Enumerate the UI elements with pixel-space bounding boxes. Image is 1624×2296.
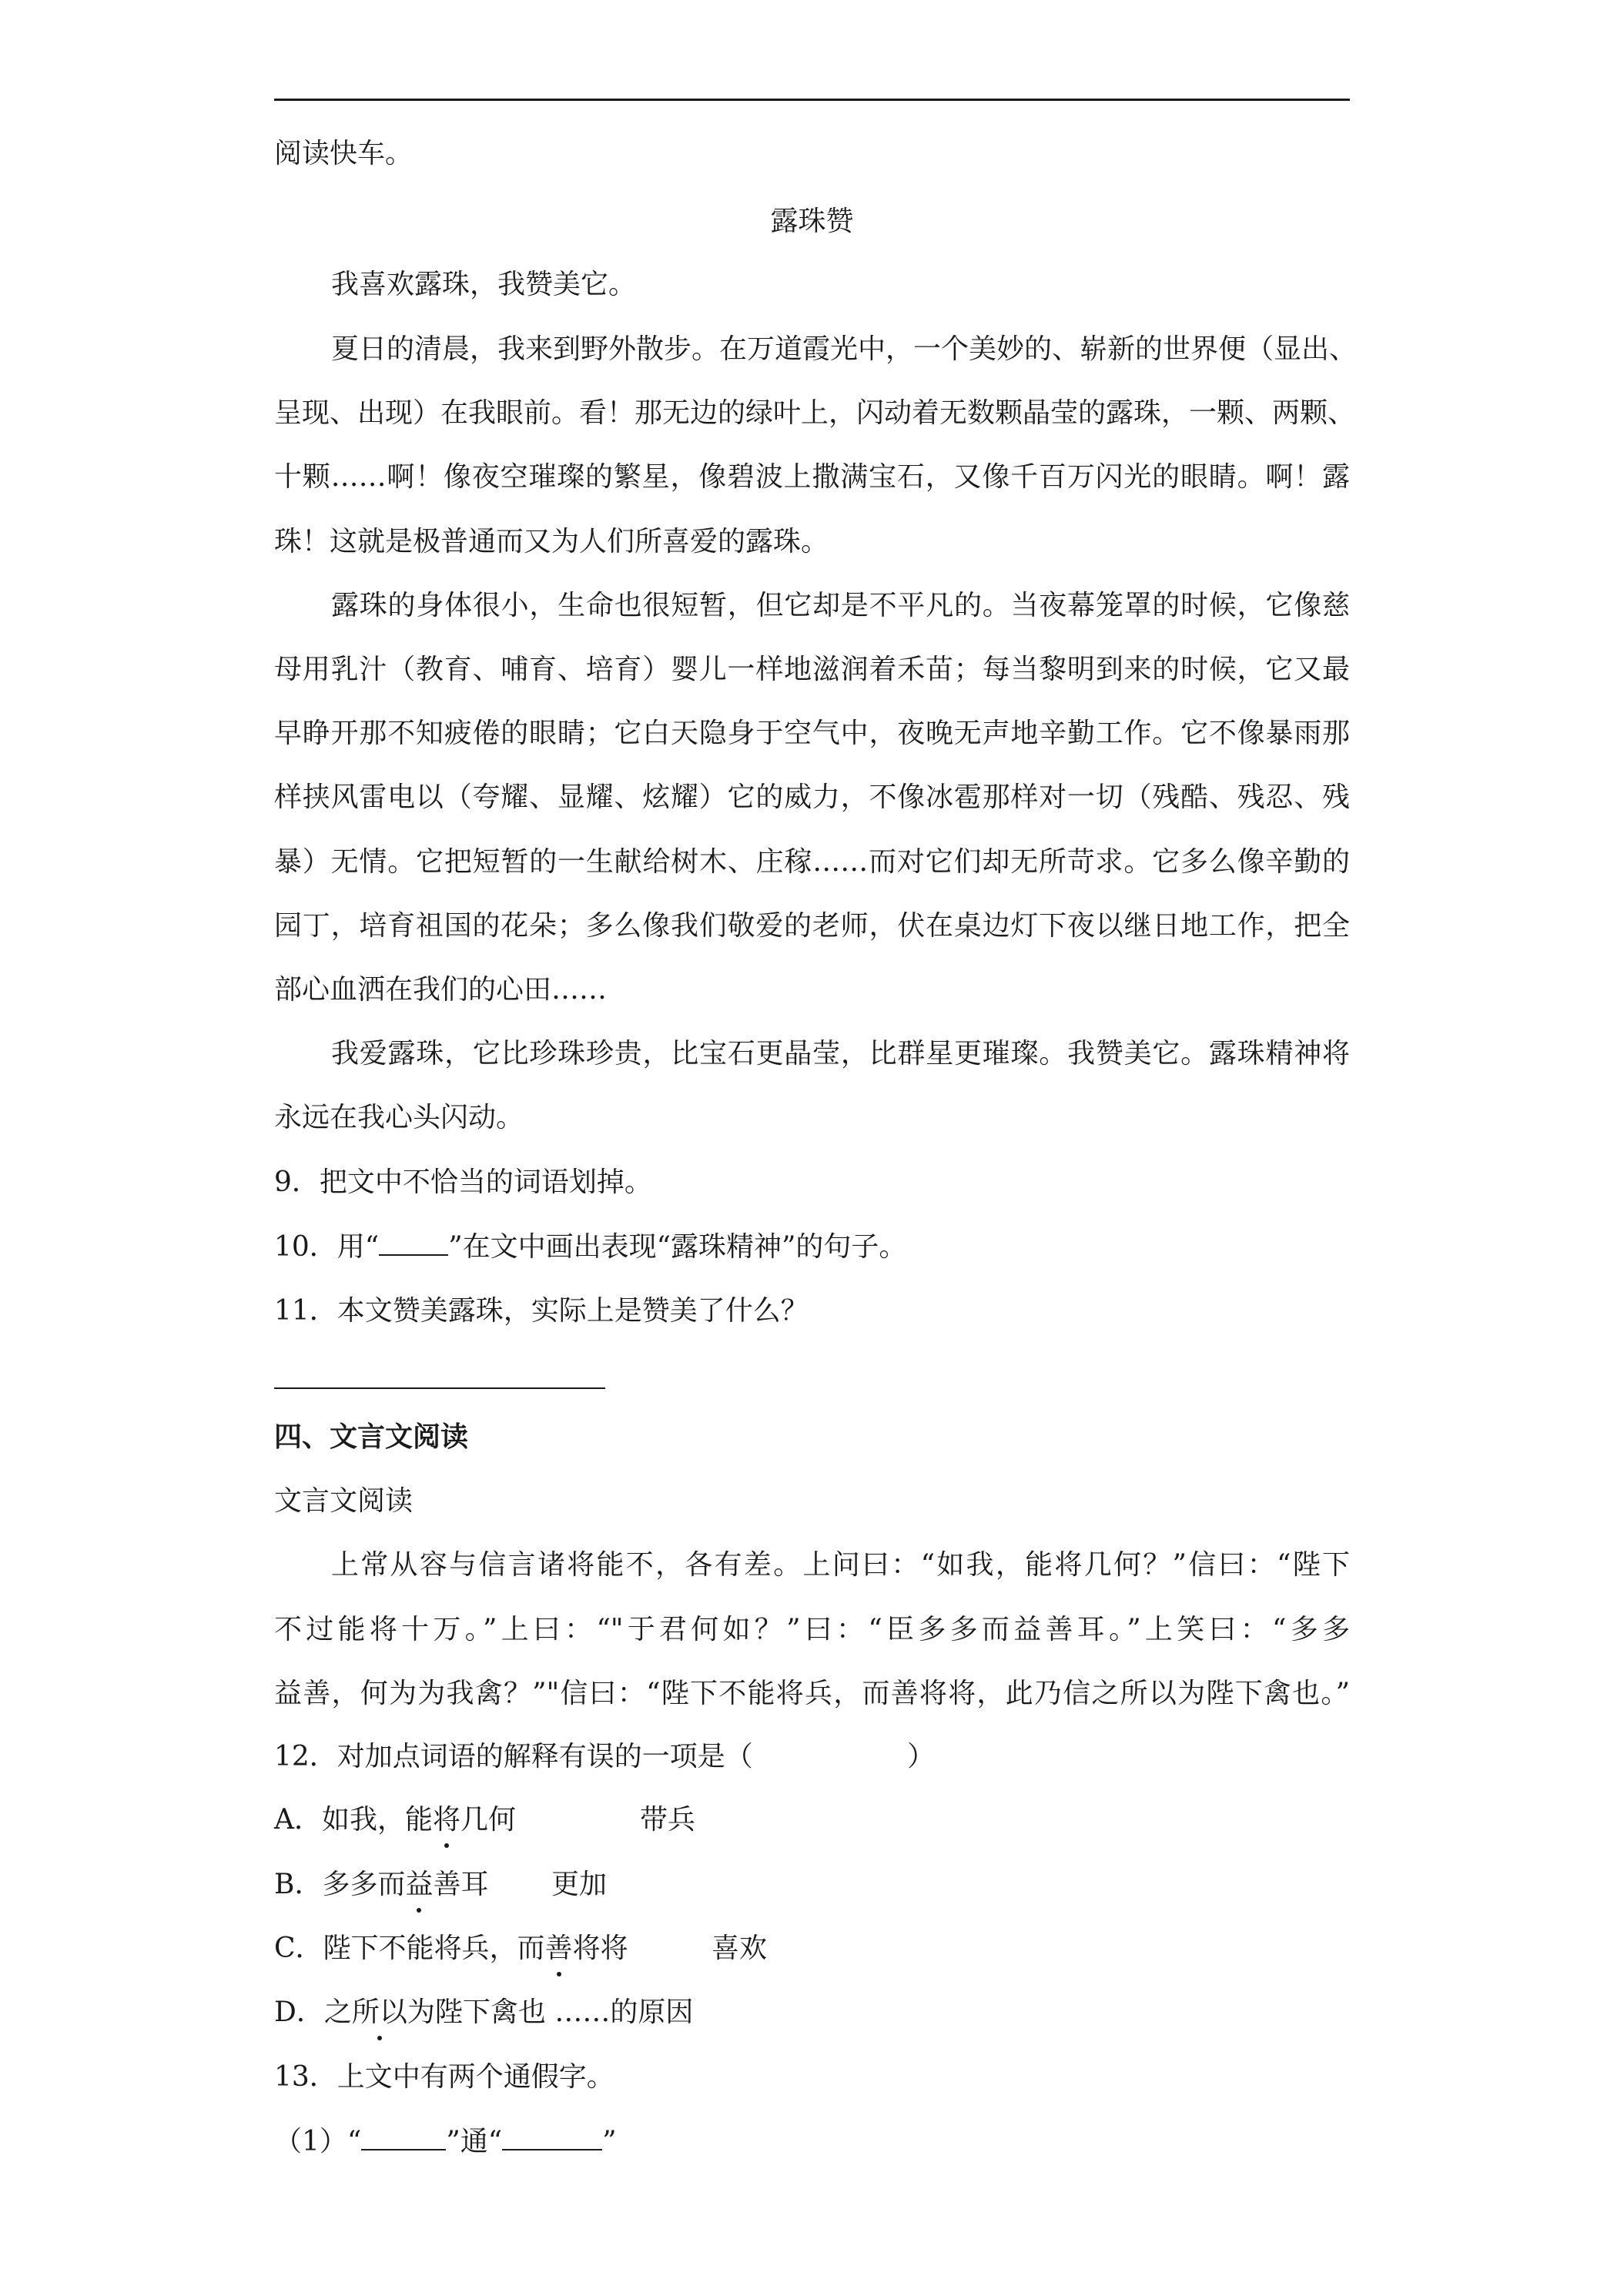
classical-line: 不过能将十万。”上曰：“"于君何如？”曰：“臣多多而益善耳。”上笑曰：“多多 bbox=[274, 1614, 1350, 1645]
option-text: 陛下不能将兵，而 bbox=[323, 1933, 545, 1964]
passage-line: 部心血洒在我们的心田…… bbox=[274, 974, 608, 1006]
sub-question-mid: ”通“ bbox=[446, 2126, 503, 2157]
section-4-heading: 四、文言文阅读 bbox=[274, 1421, 469, 1453]
option-text: 如我，能 bbox=[322, 1804, 434, 1836]
option-a[interactable] bbox=[274, 1802, 1350, 1839]
question-10-prefix: 10．用“ bbox=[274, 1231, 380, 1263]
option-text: 善耳 bbox=[433, 1869, 489, 1900]
passage-line: 夏日的清晨，我来到野外散步。在万道霞光中，一个美妙的、崭新的世界便（显出、 bbox=[331, 333, 1358, 365]
passage-line: 永远在我心头闪动。 bbox=[274, 1102, 524, 1133]
sub-question-suffix: ” bbox=[602, 2126, 617, 2157]
option-b[interactable] bbox=[274, 1866, 1350, 1903]
option-gloss: 带兵 bbox=[640, 1804, 696, 1836]
option-text: 几何 bbox=[460, 1804, 517, 1836]
passage-line: 暴）无情。它把短暂的一生献给树木、庄稼……而对它们却无所苛求。它多么像辛勤的 bbox=[274, 846, 1350, 878]
option-gloss: 更加 bbox=[551, 1869, 608, 1900]
question-12-stem: 12．对加点词语的解释有误的一项是（ bbox=[274, 1741, 753, 1772]
option-text: 为陛下禽也 bbox=[407, 1996, 555, 2028]
option-letter: C． bbox=[274, 1933, 323, 1964]
option-c[interactable] bbox=[274, 1930, 1350, 1967]
option-text: 将将 bbox=[572, 1933, 628, 1964]
classical-line: 上常从容与信言诸将能不，各有差。上问曰：“如我，能将几何？”信曰：“陛下 bbox=[331, 1549, 1350, 1581]
passage-line: 园丁，培育祖国的花朵；多么像我们敬爱的老师，伏在桌边灯下夜以继日地工作，把全 bbox=[274, 910, 1350, 942]
question-12-close-paren: ） bbox=[907, 1741, 936, 1772]
option-text: 之 bbox=[323, 1996, 352, 2028]
passage-line: 呈现、出现）在我眼前。看！那无边的绿叶上，闪动着无数颗晶莹的露珠，一颗、两颗、 bbox=[274, 397, 1356, 429]
dotted-word: 所以 bbox=[352, 1994, 407, 2031]
option-letter: A． bbox=[274, 1804, 322, 1836]
classical-label: 文言文阅读 bbox=[274, 1485, 414, 1517]
question-11: 11．本文赞美露珠，实际上是赞美了什么？ bbox=[274, 1295, 809, 1327]
question-10 bbox=[274, 1228, 1350, 1265]
passage-title: 露珠赞 bbox=[770, 206, 854, 237]
passage-line: 珠！这就是极普通而又为人们所喜爱的露珠。 bbox=[274, 526, 829, 557]
option-letter: B． bbox=[274, 1869, 323, 1900]
question-13-part-1 bbox=[274, 2123, 1350, 2160]
question-9: 9．把文中不恰当的词语划掉。 bbox=[274, 1166, 652, 1198]
answer-line[interactable] bbox=[274, 1387, 605, 1389]
option-d[interactable] bbox=[274, 1994, 1350, 2031]
section-label: 阅读快车。 bbox=[274, 138, 414, 169]
sub-question-prefix: （1）“ bbox=[274, 2126, 362, 2157]
passage-line: 十颗……啊！像夜空璀璨的繁星，像碧波上撒满宝石，又像千百万闪光的眼睛。啊！露 bbox=[274, 461, 1350, 493]
question-10-suffix: ”在文中画出表现“露珠精神”的句子。 bbox=[448, 1231, 907, 1263]
passage-line: 早睁开那不知疲倦的眼睛；它白天隐身于空气中，夜晚无声地辛勤工作。它不像暴雨那 bbox=[274, 718, 1350, 749]
passage-paragraph: 我喜欢露珠，我赞美它。 bbox=[331, 269, 637, 300]
header-rule bbox=[274, 99, 1350, 101]
fill-blank[interactable] bbox=[361, 2123, 446, 2150]
option-gloss: ……的原因 bbox=[554, 1996, 694, 2028]
dotted-word: 将 bbox=[433, 1802, 460, 1839]
dotted-word: 善 bbox=[545, 1930, 573, 1967]
passage-line: 我爱露珠，它比珍珠珍贵，比宝石更晶莹，比群星更璀璨。我赞美它。露珠精神将 bbox=[331, 1038, 1350, 1069]
option-letter: D． bbox=[274, 1996, 324, 2028]
question-13: 13．上文中有两个通假字。 bbox=[274, 2061, 614, 2093]
underline-blank bbox=[379, 1228, 448, 1256]
passage-line: 露珠的身体很小，生命也很短暂，但它却是不平凡的。当夜幕笼罩的时候，它像慈 bbox=[331, 590, 1350, 621]
fill-blank[interactable] bbox=[502, 2123, 602, 2150]
option-gloss: 喜欢 bbox=[712, 1933, 768, 1964]
classical-line: 益善，何为为我禽？”"信曰：“陛下不能将兵，而善将将，此乃信之所以为陛下禽也。” bbox=[274, 1678, 1350, 1709]
passage-line: 样挟风雷电以（夸耀、显耀、炫耀）它的威力，不像冰雹那样对一切（残酷、残忍、残 bbox=[274, 782, 1350, 813]
dotted-word: 益 bbox=[405, 1866, 433, 1903]
question-12 bbox=[274, 1739, 1350, 1776]
option-text: 多多而 bbox=[322, 1869, 406, 1900]
passage-line: 母用乳汁（教育、哺育、培育）婴儿一样地滋润着禾苗；每当黎明到来的时候，它又最 bbox=[274, 654, 1350, 685]
